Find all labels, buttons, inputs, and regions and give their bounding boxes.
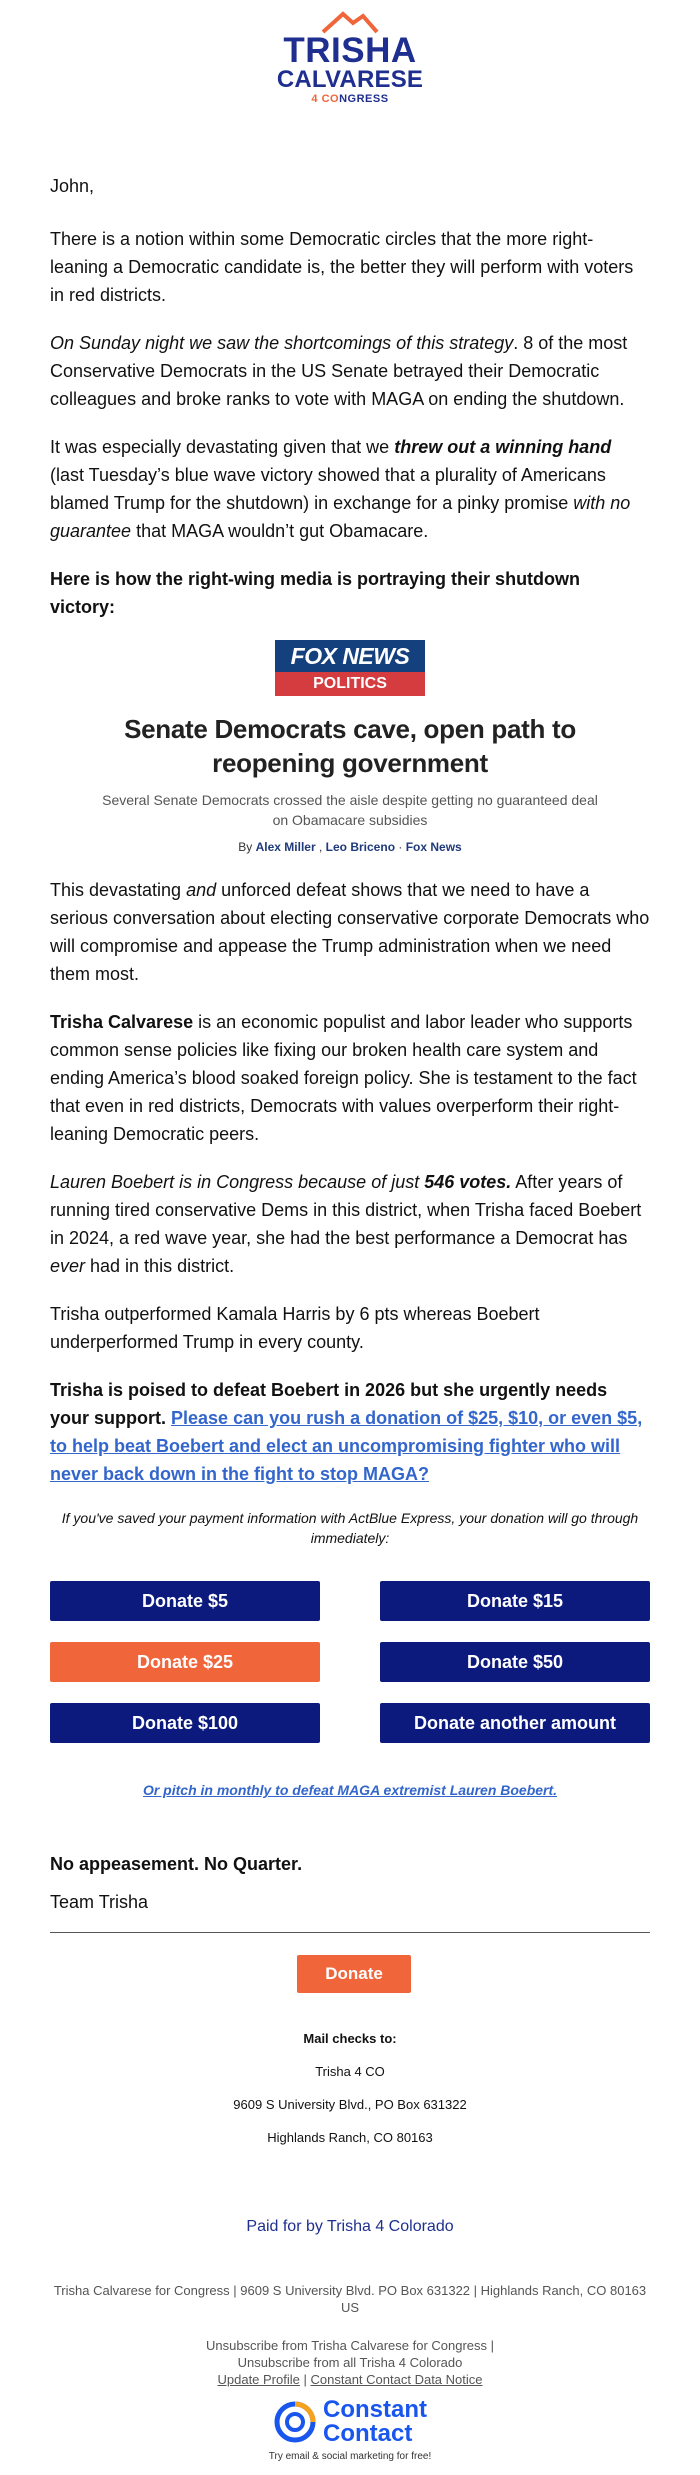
logo-name-last: CALVARESE xyxy=(276,66,424,93)
mail-name: Trisha 4 CO xyxy=(315,2064,385,2079)
p3-bold-italic: threw out a winning hand xyxy=(394,437,612,457)
paragraph-6 xyxy=(50,1008,650,1148)
p7-text-a: After years of running tired conservative Dems in this district, when Trisha faced Boebert in 2024, a red wave year, she had the best performance a Democrat has xyxy=(50,1172,642,1248)
byline-author-1[interactable]: Alex Miller xyxy=(255,840,316,854)
p3-text-a: It was especially devastating given that we xyxy=(50,437,395,457)
signoff-line-2: Team Trisha xyxy=(50,1892,149,1912)
mail-city: Highlands Ranch, CO 80163 xyxy=(267,2130,433,2145)
donation-ask-link[interactable]: Please can you rush a donation of $25, $10, or even $5, to help beat Boebert and elect an uncompromising fighter who will never back down in the fight to stop MAGA? xyxy=(50,1408,643,1484)
paragraph-4: Here is how the right-wing media is portraying their shutdown victory: xyxy=(50,569,581,617)
email-body xyxy=(50,172,650,621)
fox-subhead xyxy=(0,790,700,830)
fox-news-brand: FOX NEWS xyxy=(275,640,425,672)
divider xyxy=(50,1932,650,1933)
paragraph-9 xyxy=(50,1376,650,1488)
fox-subhead-text: Several Senate Democrats crossed the aisle despite getting no guaranteed deal on Obamacare subsidies xyxy=(102,792,598,828)
fox-news-section: POLITICS xyxy=(275,672,425,696)
footer-links xyxy=(50,2337,650,2388)
byline-sep: , xyxy=(318,840,323,854)
p7-bold-italic: 546 votes. xyxy=(424,1172,512,1192)
footer-pipe: | xyxy=(303,2372,307,2387)
p7-italic: Lauren Boebert is in Congress because of just xyxy=(50,1172,425,1192)
donate-100-button[interactable]: Donate $100 xyxy=(50,1703,320,1743)
p9-bold: Trisha is poised to defeat Boebert in 2026 but she urgently needs your support. xyxy=(50,1380,608,1428)
paragraph-1: There is a notion within some Democratic circles that the more right-leaning a Democratic candidate is, the better they will perform with voters in red districts. xyxy=(50,229,634,305)
logo-name-first: TRISHA xyxy=(283,31,417,70)
greeting: John, xyxy=(50,176,95,196)
p7-text-b: had in this district. xyxy=(85,1256,235,1276)
p2-rest: . 8 of the most Conservative Democrats in the US Senate betrayed their Democratic colleagues and broke ranks to vote with MAGA on ending the shutdown. xyxy=(50,333,628,409)
p5-text-b: unforced defeat shows that we need to have a serious conversation about electing conservative corporate Democrats who will compromise and appease the Trump administration when we need them most. xyxy=(50,880,650,984)
logo-congress xyxy=(0,92,700,106)
p6-bold: Trisha Calvarese xyxy=(50,1012,194,1032)
paragraph-8: Trisha outperformed Kamala Harris by 6 pts whereas Boebert underperformed Trump in every county. xyxy=(50,1304,540,1352)
byline-by: By xyxy=(238,840,253,854)
logo-congress-word: CONGRESS xyxy=(321,93,389,105)
constant-contact-logo[interactable] xyxy=(0,2398,700,2462)
logo-number: 4 xyxy=(311,93,319,105)
p7-italic-2: ever xyxy=(50,1256,86,1276)
donate-15-button[interactable]: Donate $15 xyxy=(380,1581,650,1621)
mail-heading: Mail checks to: xyxy=(303,2031,397,2046)
signoff-line-1: No appeasement. No Quarter. xyxy=(50,1854,303,1874)
constant-contact-wordmark xyxy=(323,2398,427,2446)
paragraph-2 xyxy=(50,329,650,413)
monthly-donation-link[interactable]: Or pitch in monthly to defeat MAGA extremist Lauren Boebert. xyxy=(142,1782,558,1798)
p3-text-b: (last Tuesday’s blue wave victory showed that a plurality of Americans blamed Trump for the shutdown) in exchange for a pinky promise xyxy=(50,465,606,513)
constant-contact-tagline: Try email & social marketing for free! xyxy=(268,2451,432,2462)
footer-donate-button[interactable]: Donate xyxy=(297,1955,411,1993)
footer-address: Trisha Calvarese for Congress | 9609 S University Blvd. PO Box 631322 | Highlands Ranch, CO 80163 US xyxy=(53,2283,647,2315)
unsubscribe-all-link[interactable]: Unsubscribe from all Trisha 4 Colorado xyxy=(237,2355,463,2370)
p3-text-c: that MAGA wouldn’t gut Obamacare. xyxy=(131,521,429,541)
signoff xyxy=(50,1850,650,1916)
campaign-logo xyxy=(0,8,700,106)
email-body-continued xyxy=(50,876,650,1488)
fox-byline xyxy=(0,838,700,856)
unsubscribe-link[interactable]: Unsubscribe from Trisha Calvarese for Congress | xyxy=(205,2338,495,2353)
mail-address: 9609 S University Blvd., PO Box 631322 xyxy=(233,2097,467,2112)
fox-news-screenshot xyxy=(0,640,700,856)
fox-news-logo xyxy=(275,640,425,696)
update-profile-link[interactable]: Update Profile xyxy=(217,2372,300,2387)
donate-other-button[interactable]: Donate another amount xyxy=(380,1703,650,1743)
p5-text-a: This devastating xyxy=(50,880,187,900)
p3-italic: with no guarantee xyxy=(50,493,631,541)
donate-50-button[interactable]: Donate $50 xyxy=(380,1642,650,1682)
monthly-link-wrap xyxy=(50,1780,650,1800)
constant-contact-icon xyxy=(273,2400,317,2444)
paragraph-3 xyxy=(50,433,650,545)
fox-headline xyxy=(0,712,700,780)
paid-for-disclaimer: Paid for by Trisha 4 Colorado xyxy=(246,2218,454,2235)
donate-5-button[interactable]: Donate $5 xyxy=(50,1581,320,1621)
paragraph-5 xyxy=(50,876,650,988)
donate-25-button[interactable]: Donate $25 xyxy=(50,1642,320,1682)
actblue-express-note: If you've saved your payment information with ActBlue Express, your donation will go through immediately: xyxy=(61,1510,639,1546)
byline-outlet[interactable]: Fox News xyxy=(405,840,462,854)
paragraph-7 xyxy=(50,1168,650,1280)
logo-co-part: CO xyxy=(321,93,340,105)
cc-line-2: Contact xyxy=(323,2420,413,2447)
cc-line-1: Constant xyxy=(323,2396,427,2423)
byline-author-2[interactable]: Leo Briceno xyxy=(325,840,396,854)
mail-checks-block xyxy=(50,2030,650,2147)
fox-headline-text: Senate Democrats cave, open path to reopening government xyxy=(124,714,576,778)
p6-rest: is an economic populist and labor leader who supports common sense policies like fixing our broken health care system and ending America’s blood soaked foreign policy. She is testament to the fact that even in red districts, Democrats with values overperform their right-leaning Democratic peers. xyxy=(50,1012,637,1144)
byline-dot: · xyxy=(398,840,403,854)
p5-italic: and xyxy=(186,880,217,900)
p2-italic: On Sunday night we saw the shortcomings of this strategy xyxy=(50,333,514,353)
data-notice-link[interactable]: Constant Contact Data Notice xyxy=(310,2372,483,2387)
